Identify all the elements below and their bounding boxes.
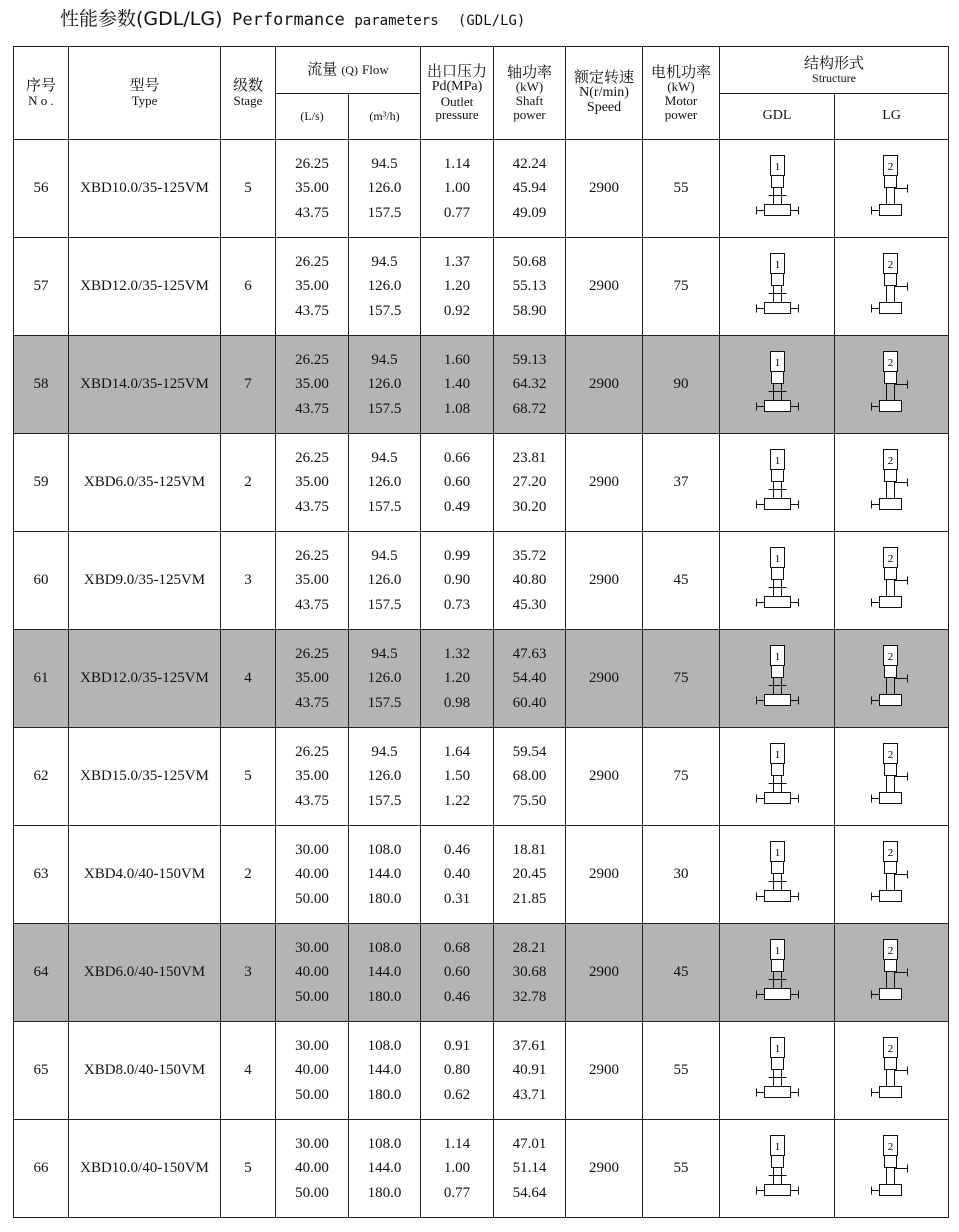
cell-flow-ls: 30.00 40.00 50.00 [276, 1120, 349, 1218]
table-row [14, 532, 949, 630]
lg-structure-icon [862, 641, 922, 717]
header-motor-power: 电机功率 (kW) Motor power [643, 47, 720, 140]
gdl-structure-icon [747, 347, 807, 423]
cell-flow-m3h: 108.0 144.0 180.0 [349, 826, 421, 924]
cell-flow-m3h: 108.0 144.0 180.0 [349, 1120, 421, 1218]
svg-text:1: 1 [774, 552, 781, 565]
cell-gdl-structure [720, 630, 835, 728]
svg-text:2: 2 [887, 454, 893, 467]
cell-gdl-structure [720, 728, 835, 826]
cell-lg-structure [835, 336, 949, 434]
lg-structure-icon [862, 739, 922, 815]
cell-outlet-pressure: 1.37 1.20 0.92 [421, 238, 494, 336]
cell-type: XBD8.0/40-150VM [69, 1022, 221, 1120]
cell-flow-ls: 26.25 35.00 43.75 [276, 238, 349, 336]
cell-flow-ls: 26.25 35.00 43.75 [276, 728, 349, 826]
table-header [14, 47, 949, 140]
table-row [14, 1022, 949, 1120]
cell-speed: 2900 [566, 336, 643, 434]
gdl-structure-icon [747, 1033, 807, 1109]
header-flow-ls: (L/s) [276, 94, 349, 140]
cell-flow-ls: 26.25 35.00 43.75 [276, 630, 349, 728]
cell-lg-structure [835, 1022, 949, 1120]
cell-shaft-power: 18.81 20.45 21.85 [494, 826, 566, 924]
table-row [14, 924, 949, 1022]
cell-gdl-structure [720, 1022, 835, 1120]
header-flow: 流量 (Q) Flow [276, 47, 421, 94]
cell-speed: 2900 [566, 630, 643, 728]
cell-gdl-structure [720, 336, 835, 434]
cell-flow-ls: 26.25 35.00 43.75 [276, 532, 349, 630]
gdl-structure-icon [747, 445, 807, 521]
svg-text:2: 2 [887, 1042, 893, 1055]
cell-outlet-pressure: 1.14 1.00 0.77 [421, 140, 494, 238]
cell-shaft-power: 35.72 40.80 45.30 [494, 532, 566, 630]
cell-lg-structure [835, 238, 949, 336]
table-row [14, 238, 949, 336]
lg-structure-icon [862, 1033, 922, 1109]
title-en-small: parameters [354, 13, 439, 29]
cell-no: 65 [14, 1022, 69, 1120]
svg-text:2: 2 [887, 1140, 893, 1153]
cell-shaft-power: 28.21 30.68 32.78 [494, 924, 566, 1022]
lg-structure-icon [862, 347, 922, 423]
header-no: 序号 N o . [14, 47, 69, 140]
gdl-structure-icon [747, 249, 807, 325]
cell-no: 66 [14, 1120, 69, 1218]
cell-stage: 7 [221, 336, 276, 434]
cell-lg-structure [835, 924, 949, 1022]
cell-shaft-power: 50.68 55.13 58.90 [494, 238, 566, 336]
cell-type: XBD15.0/35-125VM [69, 728, 221, 826]
performance-table [13, 46, 949, 1218]
table-row [14, 728, 949, 826]
cell-gdl-structure [720, 924, 835, 1022]
title-zh: 性能参数(GDL/LG) [60, 8, 223, 30]
cell-gdl-structure [720, 140, 835, 238]
cell-flow-m3h: 108.0 144.0 180.0 [349, 924, 421, 1022]
cell-no: 56 [14, 140, 69, 238]
svg-text:1: 1 [774, 846, 781, 859]
gdl-structure-icon [747, 543, 807, 619]
header-flow-m3h: (m³/h) [349, 94, 421, 140]
cell-speed: 2900 [566, 1120, 643, 1218]
gdl-structure-icon [747, 739, 807, 815]
svg-text:1: 1 [774, 1140, 781, 1153]
svg-text:2: 2 [887, 356, 893, 369]
cell-speed: 2900 [566, 924, 643, 1022]
cell-shaft-power: 59.54 68.00 75.50 [494, 728, 566, 826]
header-outlet-pressure: 出口压力 Pd(MPa) Outlet pressure [421, 47, 494, 140]
cell-outlet-pressure: 1.64 1.50 1.22 [421, 728, 494, 826]
svg-text:2: 2 [887, 944, 893, 957]
lg-structure-icon [862, 1131, 922, 1207]
svg-text:1: 1 [774, 454, 781, 467]
table-row [14, 1120, 949, 1218]
cell-flow-m3h: 94.5 126.0 157.5 [349, 336, 421, 434]
cell-no: 58 [14, 336, 69, 434]
svg-text:2: 2 [887, 748, 893, 761]
cell-outlet-pressure: 0.68 0.60 0.46 [421, 924, 494, 1022]
cell-stage: 6 [221, 238, 276, 336]
table-row [14, 140, 949, 238]
cell-speed: 2900 [566, 532, 643, 630]
cell-motor-power: 45 [643, 532, 720, 630]
cell-stage: 2 [221, 826, 276, 924]
cell-no: 60 [14, 532, 69, 630]
cell-speed: 2900 [566, 140, 643, 238]
header-stage: 级数 Stage [221, 47, 276, 140]
cell-no: 63 [14, 826, 69, 924]
title-suffix: (GDL/LG) [457, 13, 526, 29]
header-type: 型号 Type [69, 47, 221, 140]
table-row [14, 434, 949, 532]
svg-text:2: 2 [887, 650, 893, 663]
header-speed: 额定转速 N(r/min) Speed [566, 47, 643, 140]
cell-flow-ls: 26.25 35.00 43.75 [276, 140, 349, 238]
cell-speed: 2900 [566, 434, 643, 532]
gdl-structure-icon [747, 151, 807, 227]
cell-stage: 3 [221, 532, 276, 630]
cell-gdl-structure [720, 238, 835, 336]
svg-text:1: 1 [774, 160, 781, 173]
cell-gdl-structure [720, 826, 835, 924]
cell-shaft-power: 42.24 45.94 49.09 [494, 140, 566, 238]
cell-type: XBD9.0/35-125VM [69, 532, 221, 630]
cell-flow-ls: 30.00 40.00 50.00 [276, 924, 349, 1022]
cell-type: XBD14.0/35-125VM [69, 336, 221, 434]
cell-lg-structure [835, 728, 949, 826]
gdl-structure-icon [747, 837, 807, 913]
cell-flow-m3h: 94.5 126.0 157.5 [349, 434, 421, 532]
svg-text:2: 2 [887, 258, 893, 271]
cell-speed: 2900 [566, 1022, 643, 1120]
cell-outlet-pressure: 1.60 1.40 1.08 [421, 336, 494, 434]
cell-no: 61 [14, 630, 69, 728]
cell-no: 59 [14, 434, 69, 532]
cell-type: XBD10.0/35-125VM [69, 140, 221, 238]
cell-type: XBD10.0/40-150VM [69, 1120, 221, 1218]
gdl-structure-icon [747, 641, 807, 717]
svg-text:1: 1 [774, 1042, 781, 1055]
cell-no: 62 [14, 728, 69, 826]
lg-structure-icon [862, 543, 922, 619]
cell-flow-m3h: 94.5 126.0 157.5 [349, 532, 421, 630]
cell-motor-power: 75 [643, 728, 720, 826]
cell-no: 57 [14, 238, 69, 336]
cell-motor-power: 55 [643, 140, 720, 238]
svg-text:1: 1 [774, 748, 781, 761]
cell-speed: 2900 [566, 728, 643, 826]
gdl-structure-icon [747, 935, 807, 1011]
cell-stage: 5 [221, 728, 276, 826]
cell-motor-power: 75 [643, 238, 720, 336]
cell-type: XBD12.0/35-125VM [69, 630, 221, 728]
cell-type: XBD4.0/40-150VM [69, 826, 221, 924]
cell-lg-structure [835, 140, 949, 238]
cell-no: 64 [14, 924, 69, 1022]
cell-lg-structure [835, 532, 949, 630]
gdl-structure-icon [747, 1131, 807, 1207]
table-row [14, 630, 949, 728]
lg-structure-icon [862, 249, 922, 325]
cell-flow-m3h: 94.5 126.0 157.5 [349, 728, 421, 826]
cell-flow-m3h: 108.0 144.0 180.0 [349, 1022, 421, 1120]
cell-outlet-pressure: 1.14 1.00 0.77 [421, 1120, 494, 1218]
cell-stage: 5 [221, 140, 276, 238]
cell-motor-power: 55 [643, 1120, 720, 1218]
cell-type: XBD6.0/35-125VM [69, 434, 221, 532]
cell-flow-m3h: 94.5 126.0 157.5 [349, 630, 421, 728]
table-row [14, 826, 949, 924]
svg-text:2: 2 [887, 160, 893, 173]
header-shaft-power: 轴功率 (kW) Shaft power [494, 47, 566, 140]
cell-flow-ls: 30.00 40.00 50.00 [276, 1022, 349, 1120]
cell-motor-power: 75 [643, 630, 720, 728]
table-body [14, 140, 949, 1218]
cell-motor-power: 90 [643, 336, 720, 434]
header-lg: LG [835, 94, 949, 140]
cell-shaft-power: 47.01 51.14 54.64 [494, 1120, 566, 1218]
cell-flow-ls: 26.25 35.00 43.75 [276, 434, 349, 532]
cell-lg-structure [835, 826, 949, 924]
cell-stage: 4 [221, 630, 276, 728]
table-row [14, 336, 949, 434]
cell-lg-structure [835, 630, 949, 728]
cell-type: XBD12.0/35-125VM [69, 238, 221, 336]
page-title [60, 4, 525, 34]
cell-flow-ls: 30.00 40.00 50.00 [276, 826, 349, 924]
svg-text:2: 2 [887, 552, 893, 565]
cell-motor-power: 55 [643, 1022, 720, 1120]
cell-flow-m3h: 94.5 126.0 157.5 [349, 140, 421, 238]
cell-stage: 5 [221, 1120, 276, 1218]
cell-motor-power: 37 [643, 434, 720, 532]
lg-structure-icon [862, 935, 922, 1011]
cell-outlet-pressure: 0.91 0.80 0.62 [421, 1022, 494, 1120]
cell-stage: 4 [221, 1022, 276, 1120]
cell-shaft-power: 59.13 64.32 68.72 [494, 336, 566, 434]
cell-outlet-pressure: 0.46 0.40 0.31 [421, 826, 494, 924]
svg-text:1: 1 [774, 944, 781, 957]
lg-structure-icon [862, 445, 922, 521]
cell-gdl-structure [720, 532, 835, 630]
cell-flow-ls: 26.25 35.00 43.75 [276, 336, 349, 434]
cell-lg-structure [835, 434, 949, 532]
lg-structure-icon [862, 837, 922, 913]
cell-gdl-structure [720, 1120, 835, 1218]
lg-structure-icon [862, 151, 922, 227]
cell-motor-power: 45 [643, 924, 720, 1022]
title-en-big: Performance [232, 10, 345, 30]
cell-gdl-structure [720, 434, 835, 532]
cell-motor-power: 30 [643, 826, 720, 924]
cell-shaft-power: 47.63 54.40 60.40 [494, 630, 566, 728]
cell-lg-structure [835, 1120, 949, 1218]
svg-text:1: 1 [774, 258, 781, 271]
header-gdl: GDL [720, 94, 835, 140]
svg-text:1: 1 [774, 650, 781, 663]
cell-shaft-power: 37.61 40.91 43.71 [494, 1022, 566, 1120]
cell-outlet-pressure: 1.32 1.20 0.98 [421, 630, 494, 728]
cell-speed: 2900 [566, 826, 643, 924]
cell-speed: 2900 [566, 238, 643, 336]
cell-outlet-pressure: 0.66 0.60 0.49 [421, 434, 494, 532]
svg-text:1: 1 [774, 356, 781, 369]
header-structure: 结构形式 Structure [720, 47, 949, 94]
svg-text:2: 2 [887, 846, 893, 859]
cell-shaft-power: 23.81 27.20 30.20 [494, 434, 566, 532]
cell-stage: 2 [221, 434, 276, 532]
cell-stage: 3 [221, 924, 276, 1022]
cell-type: XBD6.0/40-150VM [69, 924, 221, 1022]
cell-flow-m3h: 94.5 126.0 157.5 [349, 238, 421, 336]
cell-outlet-pressure: 0.99 0.90 0.73 [421, 532, 494, 630]
